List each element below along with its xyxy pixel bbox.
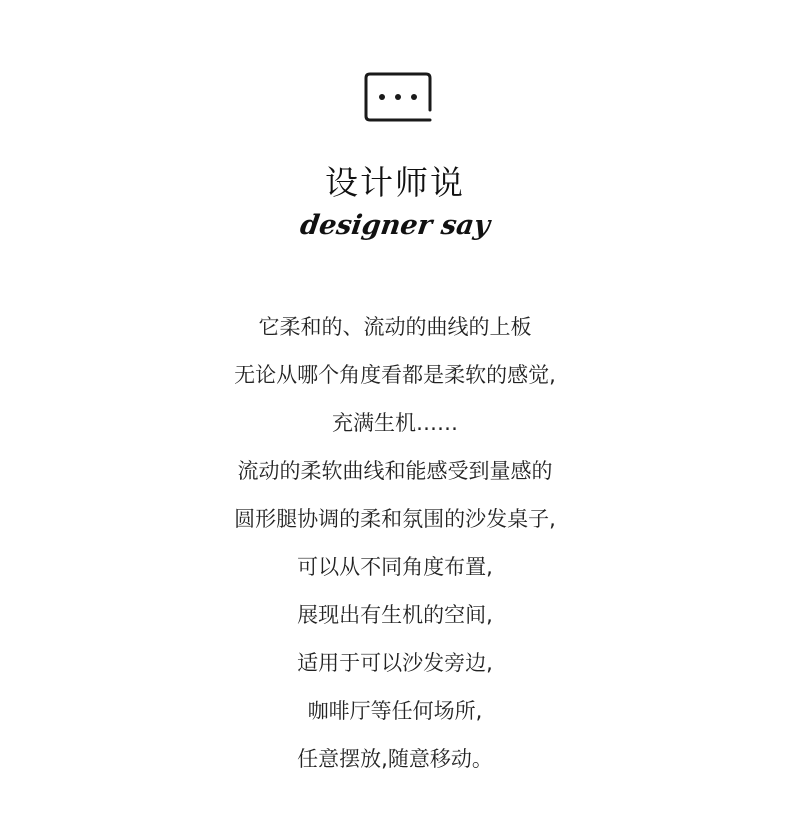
ellipsis-dot	[411, 94, 417, 100]
statement-line: 任意摆放,随意移动。	[297, 747, 493, 771]
statement-line: 它柔和的、流动的曲线的上板	[258, 315, 532, 339]
chat-bubble-ellipsis-icon	[364, 72, 432, 124]
statement-line: 咖啡厅等任何场所,	[307, 699, 483, 723]
statement-line: 流动的柔软曲线和能感受到量感的	[237, 459, 553, 483]
statement-line: 适用于可以沙发旁边,	[297, 651, 493, 675]
designer-statement	[0, 303, 790, 783]
statement-line: 无论从哪个角度看都是柔软的感觉,	[234, 363, 556, 387]
ellipsis-dot	[395, 94, 401, 100]
section-title: 设计师说	[325, 163, 465, 202]
statement-line: 可以从不同角度布置,	[297, 555, 493, 579]
ellipsis-dot	[379, 94, 385, 100]
statement-line: 圆形腿协调的柔和氛围的沙发桌子,	[234, 507, 556, 531]
statement-line: 展现出有生机的空间,	[297, 603, 493, 627]
statement-line: 充满生机……	[332, 411, 458, 435]
section-subtitle: designer say	[298, 210, 492, 241]
